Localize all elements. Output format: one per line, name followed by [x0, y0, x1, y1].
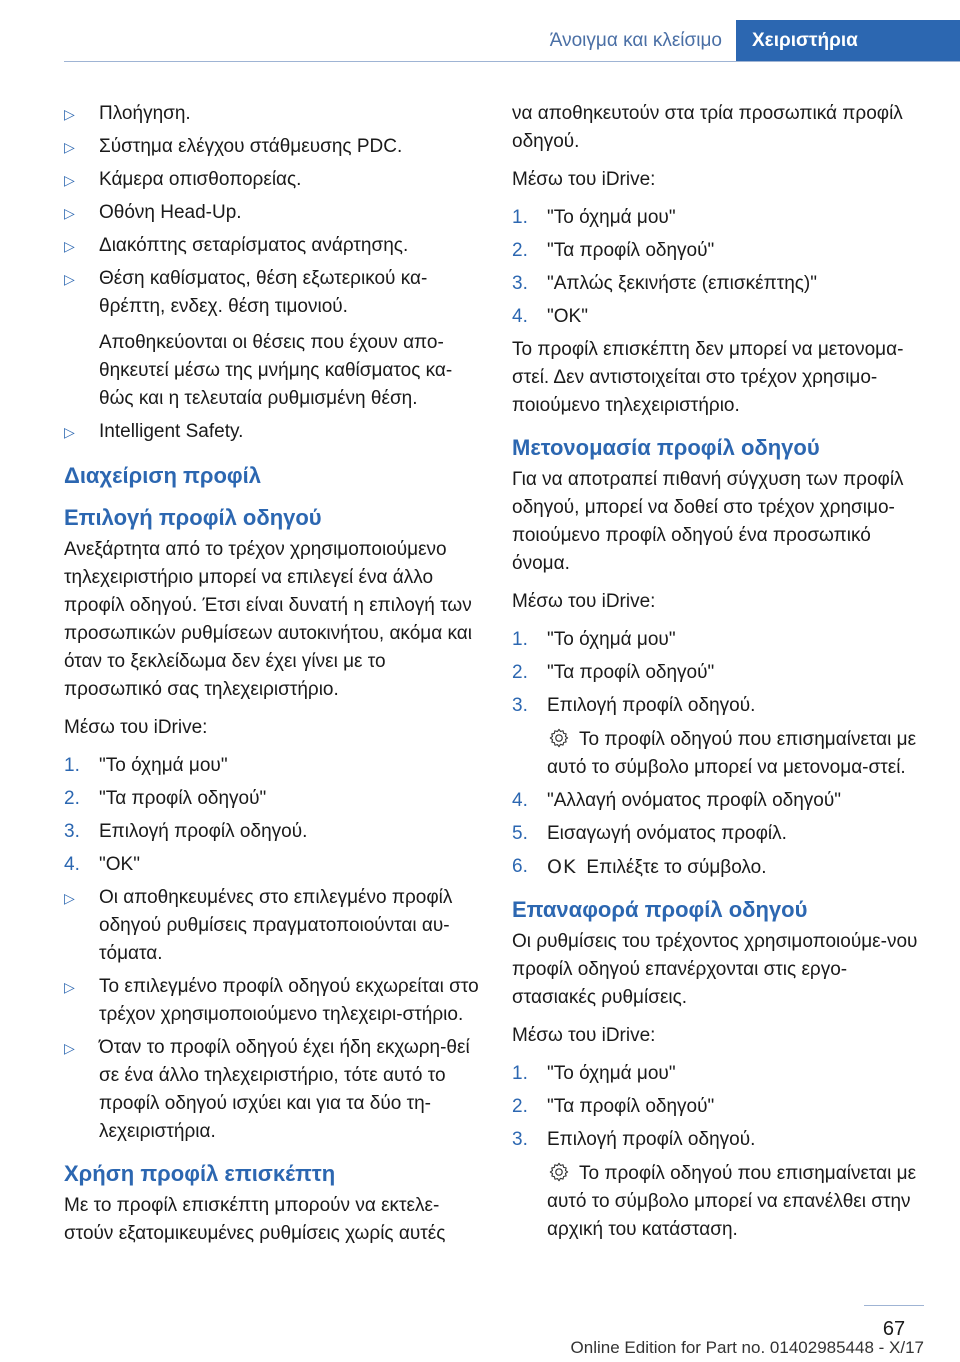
ok-icon: OK [547, 856, 577, 878]
header-rule [64, 61, 960, 62]
gear-icon [547, 727, 571, 749]
bullet-item: ▷ Πλοήγηση. [64, 100, 482, 128]
footer-rule [864, 1305, 924, 1306]
step-item: 3. Επιλογή προφίλ οδηγού. Το προφίλ οδηγού που επισημαίνεται με αυτό το σύμβολο μπορεί να επανέλθει στην αρχική του κατάσταση. [512, 1126, 926, 1244]
paragraph-guest-continued: να αποθηκευτούν στα τρία προσωπικά προφίλ οδηγού. [512, 103, 903, 152]
step-item: 3. Επιλογή προφίλ οδηγού. Το προφίλ οδηγού που επισημαίνεται με αυτό το σύμβολο μπορεί να μετονομα-στεί. [512, 692, 926, 782]
bullet-item: ▷ Διακόπτης σεταρίσματος ανάρτησης. [64, 232, 482, 260]
bullet-item: ▷ Κάμερα οπισθοπορείας. [64, 166, 482, 194]
heading-rename-profile: Μετονομασία προφίλ οδηγού [512, 435, 820, 460]
heading-guest-profile: Χρήση προφίλ επισκέπτη [64, 1161, 336, 1186]
step-item: 2. "Τα προφίλ οδηγού" [512, 1096, 715, 1117]
bullet-item: ▷ Οι αποθηκευμένες στο επιλεγμένο προφίλ οδηγού ρυθμίσεις πραγματοποιούνται αυ-τόματα. [64, 884, 482, 968]
bullet-item-seat: ▷ Θέση καθίσματος, θέση εξωτερικού κα-θρέπτη, ενδεχ. θέση τιμονιού. Αποθηκεύονται οι θέσεις που έχουν απο-θηκευτεί μέσω της μνήμης καθίσματος κα-θώς και η τελευταία ρυθμισμένη θέση. [64, 265, 482, 413]
step-item: 1. "Το όχημά μου" [512, 207, 676, 228]
bullet-item: ▷ Το επιλεγμένο προφίλ οδηγού εκχωρείται στο τρέχον χρησιμοποιούμενο τηλεχειρι-στήριο. [64, 973, 482, 1029]
left-column [64, 100, 482, 1258]
heading-select-profile: Επιλογή προφίλ οδηγού [64, 505, 322, 530]
right-column [512, 100, 926, 1249]
page-header [0, 20, 960, 62]
step-item: 2. "Τα προφίλ οδηγού" [512, 662, 715, 683]
bullet-triangle-icon: ▷ [64, 238, 75, 254]
page-number: 67 [882, 1318, 906, 1340]
paragraph-via-idrive: Μέσω του iDrive: [512, 169, 656, 190]
bullet-item: ▷ Όταν το προφίλ οδηγού έχει ήδη εκχωρη-θεί σε ένα άλλο τηλεχειριστήριο, τότε αυτό το προφίλ οδηγού ισχύει και για τα δύο τη-λεχειριστήρια. [64, 1034, 482, 1146]
paragraph-via-idrive: Μέσω του iDrive: [512, 591, 656, 612]
bullet-triangle-icon: ▷ [64, 172, 75, 188]
bullet-item: ▷ Σύστημα ελέγχου στάθμευσης PDC. [64, 133, 482, 161]
heading-reset-profile: Επαναφορά προφίλ οδηγού [512, 897, 808, 922]
paragraph-reset-profile: Οι ρυθμίσεις του τρέχοντος χρησιμοποιούμε-νου προφίλ οδηγού επανέρχονται στις εργο-στασιακές ρυθμίσεις. [512, 931, 918, 1008]
step-subtext: Το προφίλ οδηγού που επισημαίνεται με αυτό το σύμβολο μπορεί να επανέλθει στην αρχική του κατάσταση. [547, 1163, 917, 1240]
step-item: 2. "Τα προφίλ οδηγού" [512, 240, 715, 261]
step-item: 3. "Απλώς ξεκινήστε (επισκέπτης)" [512, 273, 817, 294]
bullet-triangle-icon: ▷ [64, 424, 75, 440]
bullet-triangle-icon: ▷ [64, 890, 75, 906]
header-chapter-tab[interactable]: Χειριστήρια [736, 20, 960, 62]
bullet-item: ▷ Οθόνη Head-Up. [64, 199, 482, 227]
paragraph-guest-note: Το προφίλ επισκέπτη δεν μπορεί να μετονομα-στεί. Δεν αντιστοιχείται στο τρέχον χρησιμο-ποιούμενο τηλεχειριστήριο. [512, 339, 904, 416]
bullet-item: ▷ Intelligent Safety. [64, 418, 482, 446]
step-item: 1. "Το όχημά μου" [512, 629, 676, 650]
bullet-triangle-icon: ▷ [64, 1040, 75, 1056]
bullet-triangle-icon: ▷ [64, 271, 75, 287]
step-item: 6. OK Επιλέξτε το σύμβολο. [512, 853, 926, 882]
step-item: 1. "Το όχημά μου" [64, 755, 228, 776]
bullet-triangle-icon: ▷ [64, 979, 75, 995]
paragraph-via-idrive: Μέσω του iDrive: [64, 717, 208, 738]
step-item: 4. "Αλλαγή ονόματος προφίλ οδηγού" [512, 790, 841, 811]
step-item: 5. Εισαγωγή ονόματος προφίλ. [512, 823, 787, 844]
paragraph-via-idrive: Μέσω του iDrive: [512, 1025, 656, 1046]
header-section-title: Άνοιγμα και κλείσιμο [549, 30, 722, 51]
step-item: 2. "Τα προφίλ οδηγού" [64, 788, 267, 809]
step-subtext: Το προφίλ οδηγού που επισημαίνεται με αυτό το σύμβολο μπορεί να μετονομα-στεί. [547, 729, 917, 778]
paragraph-select-profile: Ανεξάρτητα από το τρέχον χρησιμοποιούμενο τηλεχειριστήριο μπορεί να επιλεγεί ένα άλλο προφίλ οδηγού. Έτσι είναι δυνατή η επιλογή των προσωπικών ρυθμίσεων αυτοκινήτου, ακόμα και όταν το ξεκλείδωμα δεν έχει γίνει με το προσωπικό σας τηλεχειριστήριο. [64, 539, 472, 700]
bullet-triangle-icon: ▷ [64, 205, 75, 221]
step-item: 4. "OK" [512, 306, 588, 327]
step-item: 1. "Το όχημά μου" [512, 1063, 676, 1084]
step-item: 3. Επιλογή προφίλ οδηγού. [64, 821, 308, 842]
paragraph-guest-profile: Με το προφίλ επισκέπτη μπορούν να εκτελε-στούν εξατομικευμένες ρυθμίσεις χωρίς αυτές [64, 1195, 446, 1244]
bullet-subtext: Αποθηκεύονται οι θέσεις που έχουν απο-θηκευτεί μέσω της μνήμης καθίσματος κα-θώς και η τελευταία ρυθμισμένη θέση. [99, 332, 453, 409]
paragraph-rename-profile: Για να αποτραπεί πιθανή σύγχυση των προφίλ οδηγού, μπορεί να δοθεί στο τρέχον χρησιμο-ποιούμενο προφίλ οδηγού ένα προσωπικό όνομα. [512, 469, 904, 574]
bullet-triangle-icon: ▷ [64, 106, 75, 122]
bullet-triangle-icon: ▷ [64, 139, 75, 155]
gear-icon [547, 1161, 571, 1183]
heading-manage-profiles: Διαχείριση προφίλ [64, 463, 261, 488]
step-item: 4. "OK" [64, 854, 140, 875]
edition-footer: Online Edition for Part no. 01402985448 - X/17 [570, 1338, 924, 1357]
